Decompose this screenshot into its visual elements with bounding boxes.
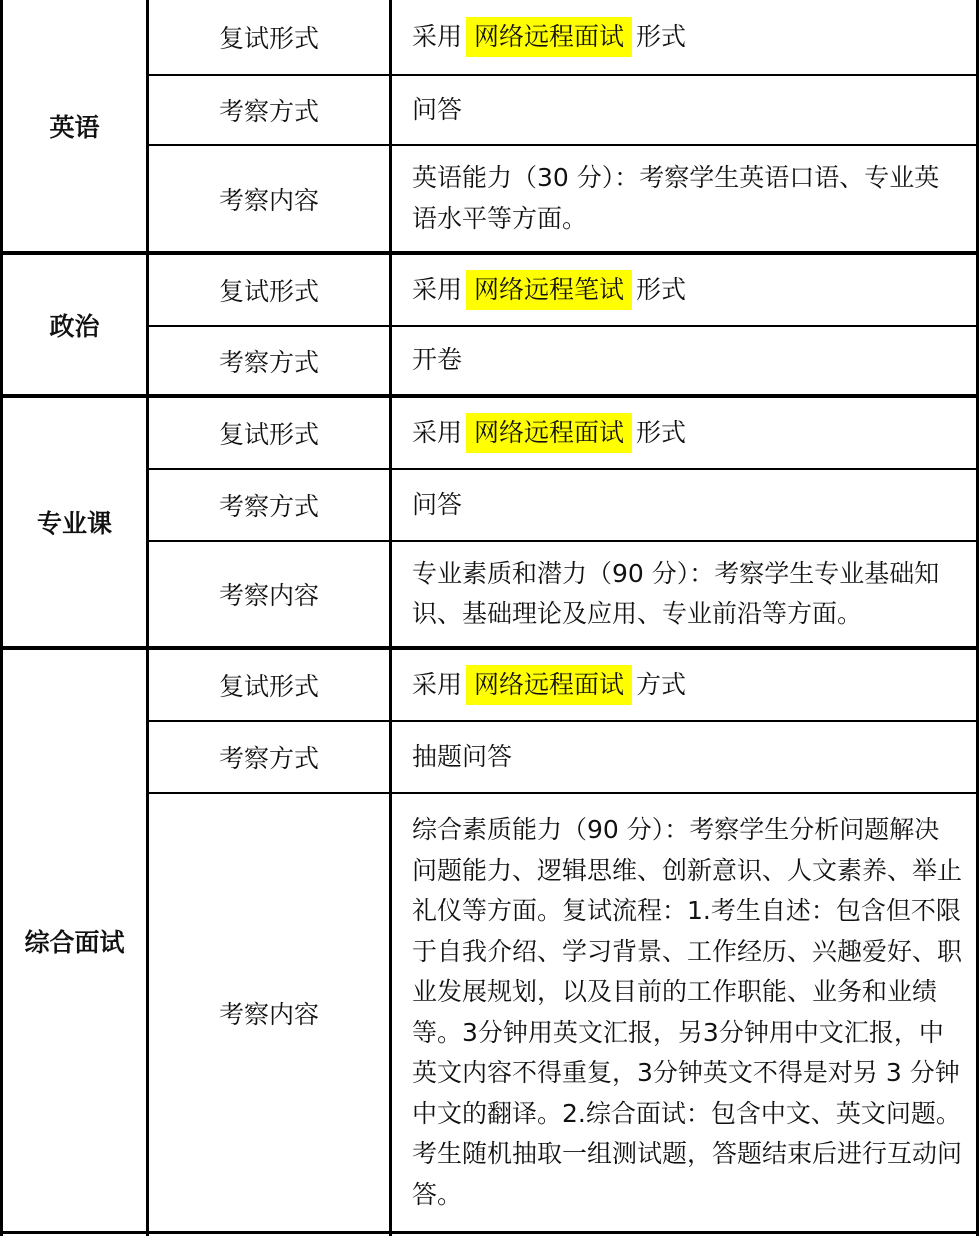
row-label: 复试形式	[218, 277, 319, 306]
row-label: 考察内容	[218, 185, 319, 215]
row-content	[392, 650, 976, 720]
table-border-bottom	[0, 1231, 979, 1234]
row-label: 复试形式	[218, 24, 319, 53]
row-content	[392, 542, 976, 646]
content-suffix: 形式	[636, 417, 687, 447]
content-text: 英语能力（30 分）：考察学生英语口语、专业英语水平等方面。	[412, 163, 940, 233]
highlight-text: 网络远程面试	[466, 413, 632, 454]
subject-major: 专业课	[36, 509, 112, 538]
row-label: 考察方式	[218, 347, 319, 377]
subject-politics: 政治	[49, 311, 100, 341]
row-label: 复试形式	[218, 420, 319, 449]
highlight-text: 网络远程面试	[466, 17, 632, 58]
row-content	[392, 0, 976, 74]
row-content: 抽题问答	[412, 741, 513, 771]
row-content	[392, 146, 976, 251]
row-label: 复试形式	[218, 672, 319, 701]
row-content: 问答	[412, 489, 463, 519]
highlight-text: 网络远程面试	[466, 665, 632, 706]
row-label: 考察内容	[218, 999, 319, 1029]
table-border-right	[976, 0, 979, 1236]
content-text: 专业素质和潜力（90 分）：考察学生专业基础知识、基础理论及应用、专业前沿等方面。	[412, 558, 940, 628]
row-content	[392, 255, 976, 325]
row-content: 问答	[412, 94, 463, 124]
row-label: 考察方式	[218, 744, 319, 773]
subject-comprehensive-interview: 综合面试	[24, 927, 125, 957]
content-prefix: 采用	[412, 669, 463, 699]
row-label: 考察方式	[218, 492, 319, 521]
content-suffix: 方式	[636, 669, 687, 699]
content-prefix: 采用	[412, 417, 463, 447]
row-content: 开卷	[412, 345, 463, 375]
row-label: 考察内容	[218, 581, 319, 610]
row-label: 考察方式	[218, 97, 319, 126]
content-suffix: 形式	[636, 274, 687, 304]
subject-english: 英语	[49, 112, 100, 142]
row-content	[392, 794, 976, 1231]
row-content	[392, 398, 976, 468]
content-suffix: 形式	[636, 21, 687, 51]
highlight-text: 网络远程笔试	[466, 270, 632, 311]
content-prefix: 采用	[412, 274, 463, 304]
content-text: 综合素质能力（90 分）：考察学生分析问题解决问题能力、逻辑思维、创新意识、人文素养、举止礼仪等方面。复试流程：1.考生自述：包含但不限于自我介绍、学习背景、工作经历、兴趣爱好、职业发展规划，以及目前的工作职能、业务和业绩等。3分钟用英文汇报，另3分钟用中文汇报，中英文内容不得重复，3分钟英文不得是对另 3 分钟中文的翻译。2.综合面试：包含中文、英文问题。考生随机抽取一组测试题，答题结束后进行互动问答。	[412, 815, 963, 1209]
content-prefix: 采用	[412, 21, 463, 51]
